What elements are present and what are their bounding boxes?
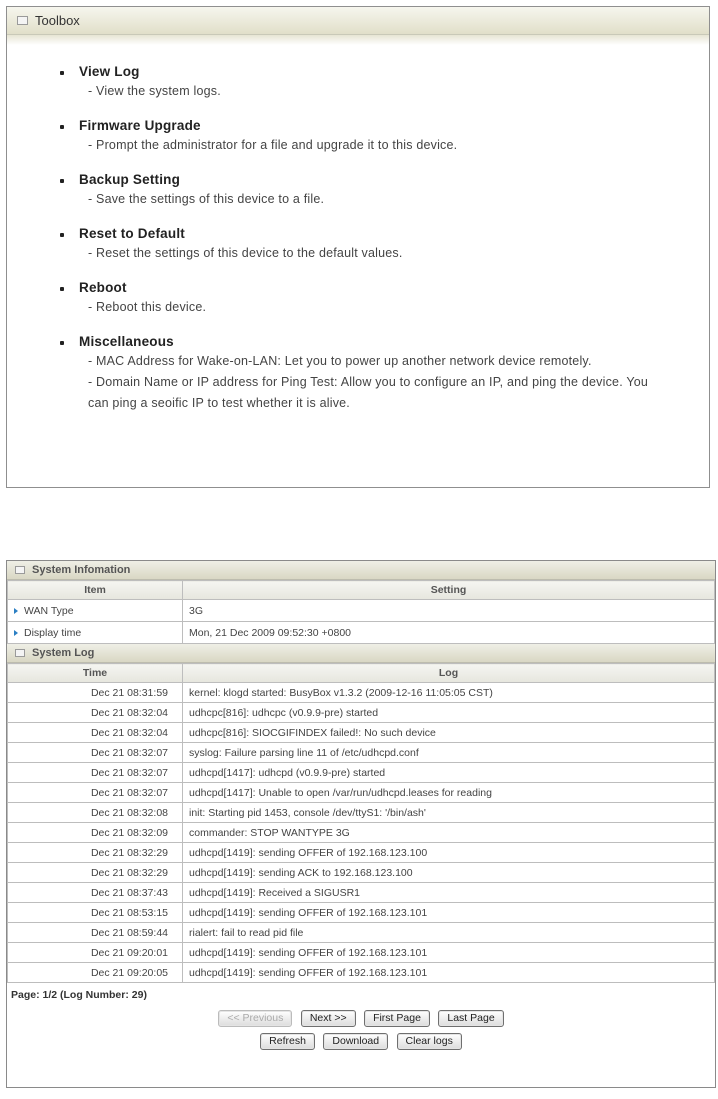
log-message: udhcpd[1419]: Received a SIGUSR1 (183, 883, 715, 903)
first-page-button[interactable]: First Page (364, 1010, 430, 1027)
log-message: udhcpc[816]: SIOCGIFINDEX failed!: No such device (183, 723, 715, 743)
info-value: 3G (183, 600, 715, 622)
log-time: Dec 21 08:32:07 (8, 783, 183, 803)
triangle-right-icon (14, 608, 18, 614)
log-row (8, 963, 715, 983)
log-row (8, 723, 715, 743)
bullet-icon (60, 71, 64, 75)
item-description: - Save the settings of this device to a file. (88, 192, 325, 206)
item-description: - View the system logs. (88, 84, 221, 98)
item-title: Miscellaneous (79, 333, 174, 349)
toolbox-panel (6, 6, 710, 488)
previous-button[interactable]: << Previous (218, 1010, 292, 1027)
log-message: udhcpd[1419]: sending OFFER of 192.168.123.100 (183, 843, 715, 863)
toolbox-header (7, 7, 709, 35)
system-log-header (7, 644, 715, 663)
toolbox-item-backup-setting (60, 169, 709, 209)
log-message: udhcpd[1419]: sending OFFER of 192.168.123.101 (183, 963, 715, 983)
log-row (8, 903, 715, 923)
item-description: - Reboot this device. (88, 300, 207, 314)
info-value: Mon, 21 Dec 2009 09:52:30 +0800 (183, 622, 715, 644)
item-description: - Prompt the administrator for a file and upgrade it to this device. (88, 138, 458, 152)
collapse-square-icon (15, 649, 25, 657)
log-time: Dec 21 08:32:08 (8, 803, 183, 823)
toolbox-title: Toolbox (35, 13, 80, 28)
info-label: Display time (8, 622, 183, 644)
log-time: Dec 21 08:32:29 (8, 863, 183, 883)
log-time: Dec 21 08:32:04 (8, 723, 183, 743)
log-message: commander: STOP WANTYPE 3G (183, 823, 715, 843)
log-row (8, 783, 715, 803)
refresh-button[interactable]: Refresh (260, 1033, 315, 1050)
item-title: Backup Setting (79, 171, 181, 187)
download-button[interactable]: Download (323, 1033, 388, 1050)
log-message: udhcpd[1417]: Unable to open /var/run/udhcpd.leases for reading (183, 783, 715, 803)
log-time: Dec 21 09:20:01 (8, 943, 183, 963)
page-info: Page: 1/2 (Log Number: 29) (11, 989, 147, 1001)
collapse-square-icon (15, 566, 25, 574)
item-title: Reset to Default (79, 225, 185, 241)
log-row (8, 703, 715, 723)
toolbox-list (7, 45, 709, 414)
toolbox-item-view-log (60, 61, 709, 101)
log-message: kernel: klogd started: BusyBox v1.3.2 (2009-12-16 11:05:05 CST) (183, 683, 715, 703)
column-header-item: Item (8, 581, 183, 600)
bullet-icon (60, 287, 64, 291)
log-row (8, 943, 715, 963)
item-description: - Reset the settings of this device to the default values. (88, 246, 403, 260)
log-row (8, 923, 715, 943)
log-row (8, 743, 715, 763)
last-page-button[interactable]: Last Page (438, 1010, 503, 1027)
log-message: udhcpd[1419]: sending ACK to 192.168.123.100 (183, 863, 715, 883)
log-message: udhcpd[1419]: sending OFFER of 192.168.123.101 (183, 903, 715, 923)
log-time: Dec 21 08:32:04 (8, 703, 183, 723)
log-message: init: Starting pid 1453, console /dev/ttyS1: '/bin/ash' (183, 803, 715, 823)
bullet-icon (60, 233, 64, 237)
collapse-square-icon (17, 16, 28, 25)
toolbox-item-reset-default (60, 223, 709, 263)
column-header-log: Log (183, 664, 715, 683)
log-time: Dec 21 08:59:44 (8, 923, 183, 943)
log-row (8, 803, 715, 823)
system-log-table (7, 663, 715, 983)
log-row (8, 763, 715, 783)
log-time: Dec 21 09:20:05 (8, 963, 183, 983)
system-panel (6, 560, 716, 1088)
bullet-icon (60, 341, 64, 345)
log-row (8, 863, 715, 883)
log-time: Dec 21 08:37:43 (8, 883, 183, 903)
item-title: Reboot (79, 279, 127, 295)
pager-buttons (7, 1008, 715, 1026)
table-row (8, 622, 715, 644)
info-label: WAN Type (8, 600, 183, 622)
table-row (8, 600, 715, 622)
bullet-icon (60, 179, 64, 183)
section-title: System Infomation (32, 564, 131, 576)
log-message: udhcpd[1419]: sending OFFER of 192.168.123.101 (183, 943, 715, 963)
toolbox-item-miscellaneous (60, 331, 709, 414)
log-row (8, 843, 715, 863)
log-message: udhcpd[1417]: udhcpd (v0.9.9-pre) started (183, 763, 715, 783)
system-info-table (7, 580, 715, 644)
item-title: Firmware Upgrade (79, 117, 201, 133)
action-buttons (7, 1031, 715, 1049)
item-description-2: - Domain Name or IP address for Ping Test: Allow you to configure an IP, and ping the device. You can ping a seoific IP to test whether it is alive. (88, 375, 649, 410)
log-message: rialert: fail to read pid file (183, 923, 715, 943)
log-row (8, 883, 715, 903)
triangle-right-icon (14, 630, 18, 636)
clear-logs-button[interactable]: Clear logs (397, 1033, 462, 1050)
item-description: - MAC Address for Wake-on-LAN: Let you to power up another network device remotely. (88, 354, 592, 368)
bullet-icon (60, 125, 64, 129)
log-row (8, 683, 715, 703)
log-message: syslog: Failure parsing line 11 of /etc/udhcpd.conf (183, 743, 715, 763)
log-time: Dec 21 08:53:15 (8, 903, 183, 923)
log-row (8, 823, 715, 843)
log-time: Dec 21 08:32:29 (8, 843, 183, 863)
column-header-time: Time (8, 664, 183, 683)
next-button[interactable]: Next >> (301, 1010, 356, 1027)
log-message: udhcpc[816]: udhcpc (v0.9.9-pre) started (183, 703, 715, 723)
toolbox-item-reboot (60, 277, 709, 317)
column-header-setting: Setting (183, 581, 715, 600)
log-time: Dec 21 08:32:09 (8, 823, 183, 843)
item-title: View Log (79, 63, 140, 79)
log-time: Dec 21 08:31:59 (8, 683, 183, 703)
log-time: Dec 21 08:32:07 (8, 763, 183, 783)
system-info-header (7, 561, 715, 580)
log-time: Dec 21 08:32:07 (8, 743, 183, 763)
section-title: System Log (32, 647, 95, 659)
toolbox-item-firmware-upgrade (60, 115, 709, 155)
